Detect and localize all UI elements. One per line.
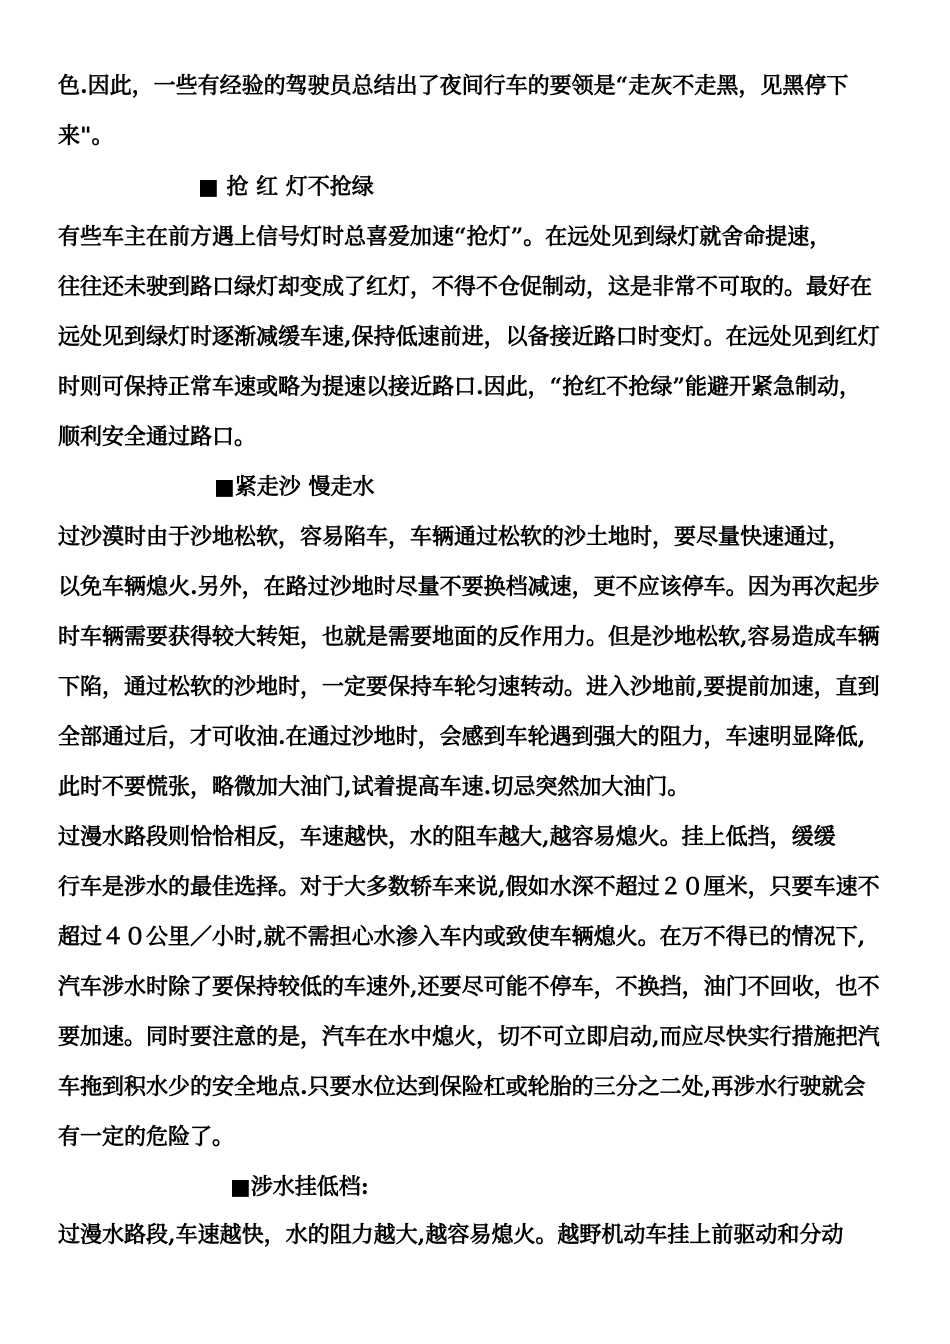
paragraph-line: 有些车主在前方遇上信号灯时总喜爱加速“抢灯”。在远处见到绿灯就舍命提速，	[58, 224, 832, 250]
paragraph-line: 远处见到绿灯时逐渐减缓车速,保持低速前进，以备接近路口时变灯。在远处见到红灯	[58, 324, 880, 350]
paragraph-line: 过沙漠时由于沙地松软，容易陷车，车辆通过松软的沙土地时，要尽量快速通过，	[58, 524, 851, 550]
paragraph-line: 往往还未驶到路口绿灯却变成了红灯，不得不仓促制动，这是非常不可取的。最好在	[58, 274, 873, 300]
paragraph-line: 超过４０公里／小时,就不需担心水渗入车内或致使车辆熄火。在万不得已的情况下,	[58, 924, 866, 950]
paragraph-line: 过漫水路段则恰恰相反，车速越快，水的阻车越大,越容易熄火。挂上低挡，缓缓	[58, 824, 836, 850]
paragraph-line: 下陷，通过松软的沙地时，一定要保持车轮匀速转动。进入沙地前,要提前加速，直到	[58, 674, 880, 700]
paragraph-line: 车拖到积水少的安全地点.只要水位达到保险杠或轮胎的三分之二处,再涉水行驶就会	[58, 1074, 866, 1100]
paragraph-line: 色.因此，一些有经验的驾驶员总结出了夜间行车的要领是“走灰不走黑，见黑停下	[58, 73, 849, 99]
paragraph-line: 有一定的危险了。	[58, 1124, 235, 1150]
paragraph-line: 顺利安全通过路口。	[58, 424, 257, 450]
paragraph-line: 时则可保持正常车速或略为提速以接近路口.因此，“抢红不抢绿”能避开紧急制动，	[58, 374, 861, 400]
section-heading: ■紧走沙 慢走水	[214, 474, 375, 500]
paragraph-line: 此时不要慌张，略微加大油门,试着提高车速.切忌突然加大油门。	[58, 774, 690, 800]
section-heading: ■ 抢 红 灯不抢绿	[198, 174, 374, 200]
paragraph-line: 全部通过后，才可收油.在通过沙地时，会感到车轮遇到强大的阻力，车速明显降低,	[58, 724, 866, 750]
paragraph-line: 过漫水路段,车速越快，水的阻力越大,越容易熄火。越野机动车挂上前驱动和分动	[58, 1222, 844, 1248]
paragraph-line: 以免车辆熄火.另外，在路过沙地时尽量不要换档减速，更不应该停车。因为再次起步	[58, 574, 880, 600]
paragraph-line: 汽车涉水时除了要保持较低的车速外,还要尽可能不停车，不换挡，油门不回收，也不	[58, 974, 880, 1000]
paragraph-line: 要加速。同时要注意的是，汽车在水中熄火，切不可立即启动,而应尽快实行措施把汽	[58, 1024, 880, 1050]
paragraph-line: 来"。	[58, 123, 114, 149]
paragraph-line: 时车辆需要获得较大转矩，也就是需要地面的反作用力。但是沙地松软,容易造成车辆	[58, 624, 880, 650]
section-heading: ■涉水挂低档:	[230, 1174, 369, 1200]
paragraph-line: 行车是涉水的最佳选择。对于大多数轿车来说,假如水深不超过２０厘米，只要车速不	[58, 874, 880, 900]
